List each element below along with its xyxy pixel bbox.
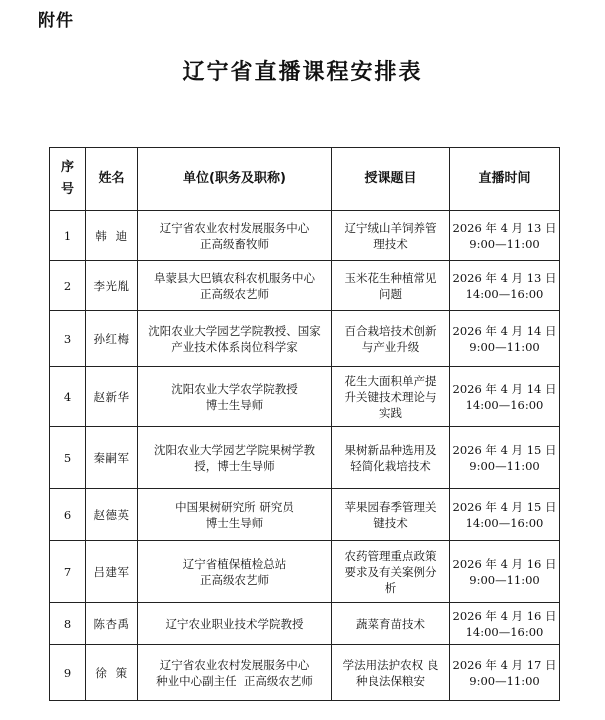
row-number: 5	[50, 427, 86, 489]
topic-line: 玉米花生种植常见	[344, 270, 437, 285]
page-title: 辽宁省直播课程安排表	[182, 60, 423, 85]
topic-line: 苹果园春季管理关	[344, 499, 437, 514]
topic-line: 要求及有关案例分	[344, 564, 437, 579]
table-row	[50, 261, 560, 311]
topic-line: 问题	[379, 286, 402, 301]
broadcast-time	[450, 261, 560, 311]
broadcast-date: 2026 年 4 月 16 日	[452, 556, 557, 571]
unit-line: 种业中心副主任 正高级农艺师	[156, 673, 313, 688]
row-number: 1	[50, 211, 86, 261]
course-topic	[332, 645, 450, 701]
row-number: 8	[50, 603, 86, 645]
broadcast-hours: 14:00—16:00	[465, 515, 544, 530]
broadcast-hours: 9:00—11:00	[469, 673, 540, 688]
unit-line: 博士生导师	[205, 515, 264, 530]
broadcast-date: 2026 年 4 月 15 日	[452, 442, 557, 457]
header-seq-bottom: 号	[60, 182, 74, 197]
topic-line: 键技术	[373, 515, 408, 530]
header-seq-top: 序	[60, 160, 74, 175]
broadcast-time	[450, 645, 560, 701]
table-row	[50, 427, 560, 489]
table-row	[50, 367, 560, 427]
course-topic	[332, 427, 450, 489]
broadcast-hours: 9:00—11:00	[469, 572, 540, 587]
broadcast-date: 2026 年 4 月 16 日	[452, 608, 557, 623]
topic-line: 蔬菜育苗技术	[356, 616, 425, 631]
topic-line: 花生大面积单产提	[344, 373, 437, 388]
unit-line: 产业技术体系岗位科学家	[171, 339, 298, 354]
speaker-name: 韩 迪	[86, 211, 138, 261]
topic-line: 析	[384, 580, 397, 595]
header-seq	[50, 148, 86, 211]
header-row	[50, 148, 560, 211]
broadcast-date: 2026 年 4 月 13 日	[452, 220, 557, 235]
unit-line: 正高级农艺师	[200, 286, 269, 301]
speaker-unit	[138, 603, 332, 645]
unit-line: 正高级畜牧师	[200, 236, 269, 251]
speaker-unit	[138, 311, 332, 367]
header-topic: 授课题目	[332, 148, 450, 211]
unit-line: 辽宁省农业农村发展服务中心	[159, 657, 310, 672]
broadcast-time	[450, 489, 560, 541]
speaker-unit	[138, 211, 332, 261]
row-number: 2	[50, 261, 86, 311]
broadcast-date: 2026 年 4 月 14 日	[452, 323, 557, 338]
topic-line: 轻简化栽培技术	[350, 458, 431, 473]
speaker-unit	[138, 541, 332, 603]
broadcast-date: 2026 年 4 月 15 日	[452, 499, 557, 514]
course-topic	[332, 261, 450, 311]
course-topic	[332, 367, 450, 427]
row-number: 6	[50, 489, 86, 541]
course-topic	[332, 603, 450, 645]
broadcast-time	[450, 603, 560, 645]
row-number: 7	[50, 541, 86, 603]
broadcast-hours: 14:00—16:00	[465, 286, 544, 301]
row-number: 4	[50, 367, 86, 427]
row-number: 9	[50, 645, 86, 701]
topic-line: 农药管理重点政策	[344, 548, 437, 563]
topic-line: 理技术	[373, 236, 408, 251]
course-topic	[332, 489, 450, 541]
attachment-label: 附件	[38, 11, 74, 31]
row-number: 3	[50, 311, 86, 367]
broadcast-hours: 14:00—16:00	[465, 624, 544, 639]
topic-line: 种良法保粮安	[356, 673, 425, 688]
schedule-table	[49, 147, 560, 701]
speaker-name: 陈杏禹	[86, 603, 138, 645]
table-row	[50, 211, 560, 261]
broadcast-time	[450, 211, 560, 261]
speaker-name: 李光胤	[86, 261, 138, 311]
speaker-unit	[138, 367, 332, 427]
broadcast-date: 2026 年 4 月 14 日	[452, 381, 557, 396]
table-row	[50, 541, 560, 603]
topic-line: 与产业升级	[361, 339, 420, 354]
speaker-name: 徐 策	[86, 645, 138, 701]
broadcast-date: 2026 年 4 月 13 日	[452, 270, 557, 285]
unit-line: 辽宁省农业农村发展服务中心	[159, 220, 310, 235]
topic-line: 百合栽培技术创新	[344, 323, 437, 338]
broadcast-time	[450, 427, 560, 489]
broadcast-time	[450, 541, 560, 603]
unit-line: 辽宁省植保植检总站	[182, 556, 287, 571]
broadcast-date: 2026 年 4 月 17 日	[452, 657, 557, 672]
broadcast-time	[450, 311, 560, 367]
unit-line: 沈阳农业大学园艺学院果树学教	[154, 442, 315, 457]
speaker-unit	[138, 645, 332, 701]
speaker-name: 赵德英	[86, 489, 138, 541]
table-row	[50, 489, 560, 541]
speaker-unit	[138, 261, 332, 311]
schedule-body	[50, 211, 560, 701]
unit-line: 博士生导师	[205, 397, 264, 412]
header-unit: 单位(职务及职称)	[138, 148, 332, 211]
speaker-name: 吕建军	[86, 541, 138, 603]
table-row	[50, 645, 560, 701]
topic-line: 升关键技术理论与	[344, 389, 437, 404]
unit-line: 正高级农艺师	[200, 572, 269, 587]
course-topic	[332, 541, 450, 603]
topic-line: 辽宁绒山羊饲养管	[344, 220, 437, 235]
speaker-unit	[138, 427, 332, 489]
unit-line: 中国果树研究所 研究员	[175, 499, 294, 514]
unit-line: 沈阳农业大学农学院教授	[171, 381, 298, 396]
broadcast-hours: 9:00—11:00	[469, 339, 540, 354]
speaker-unit	[138, 489, 332, 541]
broadcast-hours: 14:00—16:00	[465, 397, 544, 412]
topic-line: 实践	[379, 405, 402, 420]
header-time: 直播时间	[450, 148, 560, 211]
topic-line: 果树新品种选用及	[344, 442, 437, 457]
header-name: 姓名	[86, 148, 138, 211]
table-row	[50, 311, 560, 367]
broadcast-time	[450, 367, 560, 427]
unit-line: 辽宁农业职业技术学院教授	[165, 616, 304, 631]
speaker-name: 孙红梅	[86, 311, 138, 367]
broadcast-hours: 9:00—11:00	[469, 458, 540, 473]
unit-line: 阜蒙县大巴镇农科农机服务中心	[154, 270, 315, 285]
course-topic	[332, 311, 450, 367]
speaker-name: 赵新华	[86, 367, 138, 427]
unit-line: 沈阳农业大学园艺学院教授、国家	[148, 323, 321, 338]
speaker-name: 秦嗣军	[86, 427, 138, 489]
broadcast-hours: 9:00—11:00	[469, 236, 540, 251]
table-row	[50, 603, 560, 645]
unit-line: 授，博士生导师	[194, 458, 275, 473]
topic-line: 学法用法护农权 良	[342, 657, 439, 672]
course-topic	[332, 211, 450, 261]
